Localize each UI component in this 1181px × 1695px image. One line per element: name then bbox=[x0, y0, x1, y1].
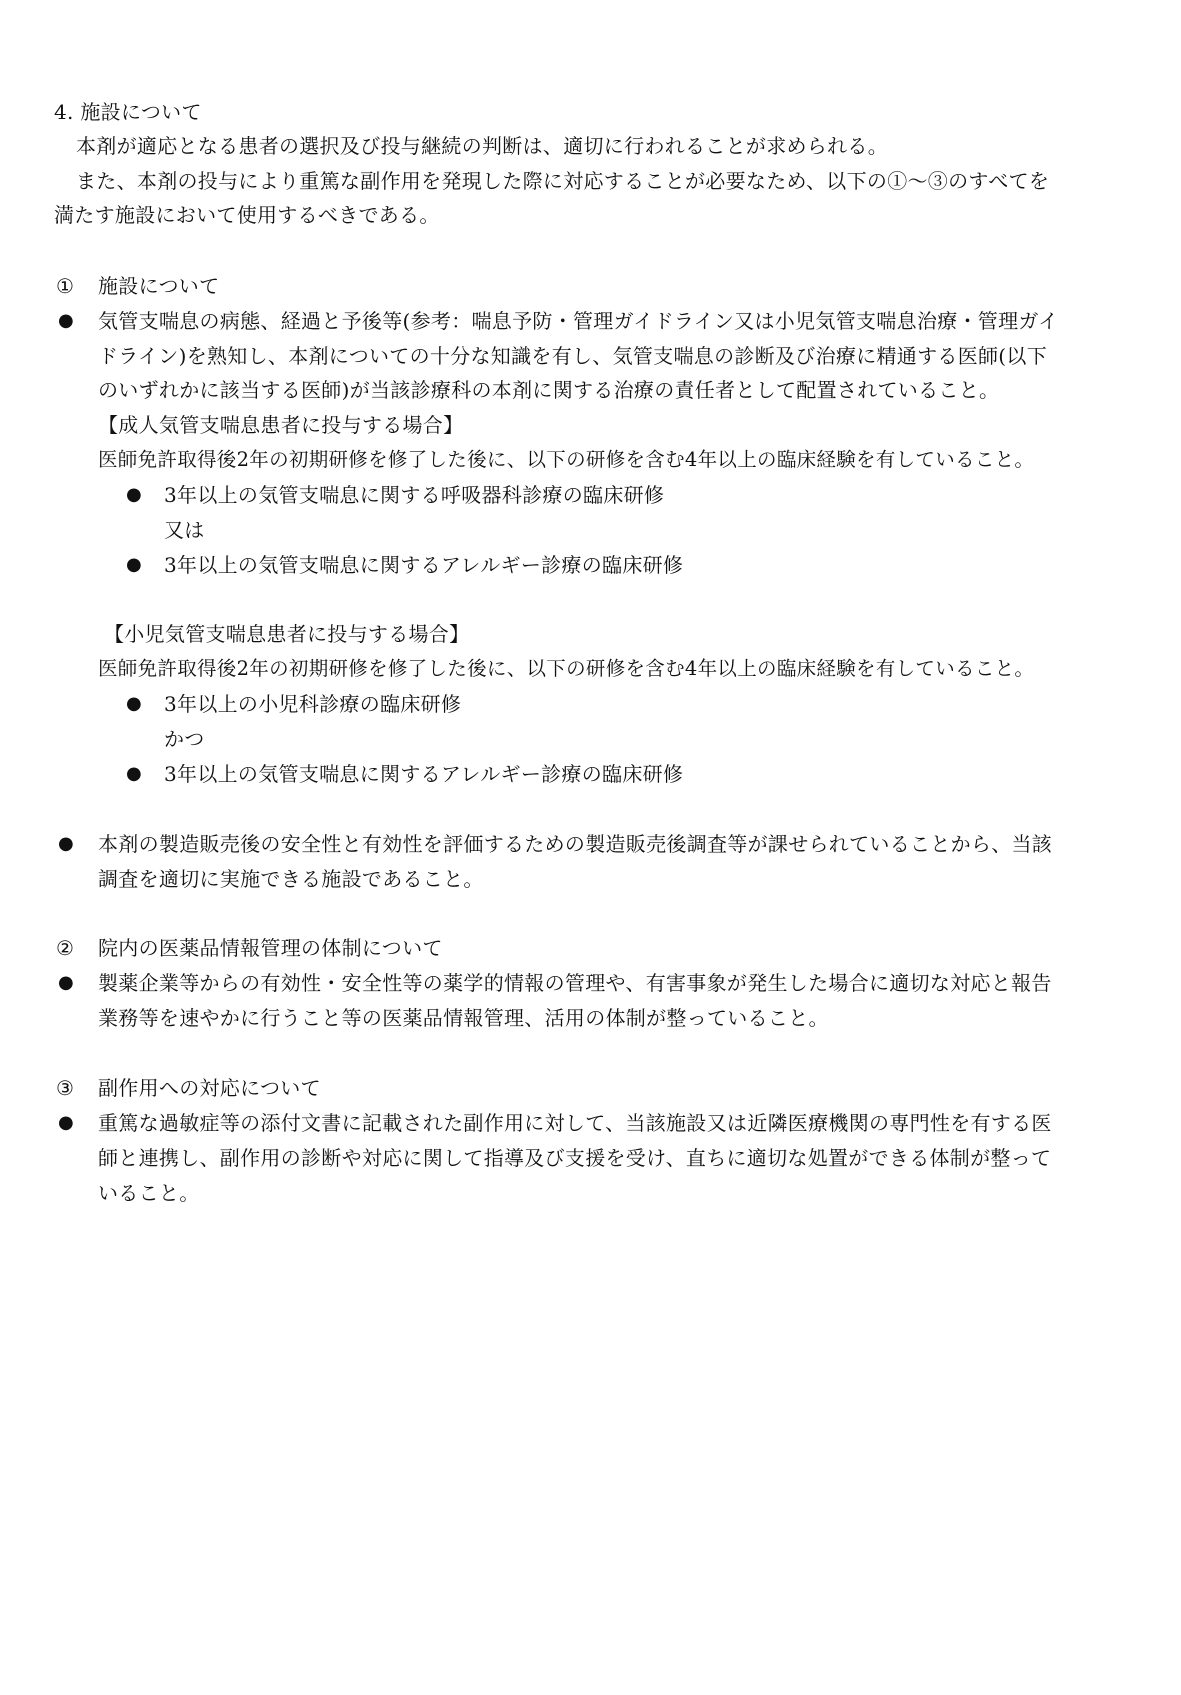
bullet-icon: ● bbox=[126, 484, 142, 505]
child-text: 医師免許取得後2年の初期研修を修了した後に、以下の研修を含む4年以上の臨床経験を有していること。 bbox=[98, 657, 1035, 680]
bullet-icon: ● bbox=[58, 833, 74, 854]
item1-number: ① bbox=[56, 274, 75, 298]
bullet-icon: ● bbox=[58, 1112, 74, 1133]
item1-bullet-a-line-2: ドライン)を熟知し、本剤についての十分な知識を有し、気管支喘息の診断及び治療に精通する医師(以下 bbox=[98, 344, 1048, 368]
child-sub-1: 3年以上の小児科診療の臨床研修 bbox=[164, 692, 462, 716]
item2-bullet-line-1: 製薬企業等からの有効性・安全性等の薬学的情報の管理や、有害事象が発生した場合に適切な対応と報告 bbox=[98, 971, 1052, 995]
item1-bullet-a-line-1: 気管支喘息の病態、経過と予後等(参考：喘息予防・管理ガイドライン又は小児気管支喘息治療・管理ガイ bbox=[98, 309, 1059, 333]
section-heading: 4. 施設について bbox=[54, 100, 202, 124]
intro-line-1: 本剤が適応となる患者の選択及び投与継続の判断は、適切に行われることが求められる。 bbox=[76, 134, 888, 158]
adult-text: 医師免許取得後2年の初期研修を修了した後に、以下の研修を含む4年以上の臨床経験を有していること。 bbox=[98, 448, 1035, 471]
intro-line-2: また、本剤の投与により重篤な副作用を発現した際に対応することが必要なため、以下の①～③のすべてを bbox=[76, 169, 1050, 193]
bullet-icon: ● bbox=[126, 693, 142, 714]
item3-bullet-line-1: 重篤な過敏症等の添付文書に記載された副作用に対して、当該施設又は近隣医療機関の専門性を有する医 bbox=[98, 1111, 1052, 1135]
adult-heading: 【成人気管支喘息患者に投与する場合】 bbox=[98, 413, 464, 437]
item2-number: ② bbox=[56, 936, 75, 960]
bullet-icon: ● bbox=[58, 310, 74, 331]
item2-title: 院内の医薬品情報管理の体制について bbox=[98, 936, 443, 960]
item3-number: ③ bbox=[56, 1076, 75, 1100]
item1-bullet-a-line-3: のいずれかに該当する医師)が当該診療科の本剤に関する治療の責任者として配置されていること。 bbox=[98, 378, 1000, 402]
item1-title: 施設について bbox=[98, 274, 220, 298]
item1-bullet-b-line-2: 調査を適切に実施できる施設であること。 bbox=[98, 867, 484, 891]
item2-bullet-line-2: 業務等を速やかに行うこと等の医薬品情報管理、活用の体制が整っていること。 bbox=[98, 1006, 829, 1030]
item3-bullet-line-3: いること。 bbox=[98, 1181, 200, 1205]
adult-conjunction: 又は bbox=[164, 518, 205, 542]
bullet-icon: ● bbox=[126, 763, 142, 784]
bullet-icon: ● bbox=[58, 972, 74, 993]
child-sub-2: 3年以上の気管支喘息に関するアレルギー診療の臨床研修 bbox=[164, 762, 684, 786]
item1-bullet-b-line-1: 本剤の製造販売後の安全性と有効性を評価するための製造販売後調査等が課せられていることから、当該 bbox=[98, 832, 1053, 856]
intro-line-3: 満たす施設において使用するべきである。 bbox=[54, 203, 440, 227]
adult-sub-2: 3年以上の気管支喘息に関するアレルギー診療の臨床研修 bbox=[164, 553, 684, 577]
bullet-icon: ● bbox=[126, 554, 142, 575]
child-conjunction: かつ bbox=[164, 727, 205, 751]
item3-bullet-line-2: 師と連携し、副作用の診断や対応に関して指導及び支援を受け、直ちに適切な処置ができる体制が整って bbox=[98, 1146, 1052, 1170]
child-heading: 【小児気管支喘息患者に投与する場合】 bbox=[104, 622, 470, 646]
item3-title: 副作用への対応について bbox=[98, 1076, 321, 1100]
adult-sub-1: 3年以上の気管支喘息に関する呼吸器科診療の臨床研修 bbox=[164, 483, 665, 507]
